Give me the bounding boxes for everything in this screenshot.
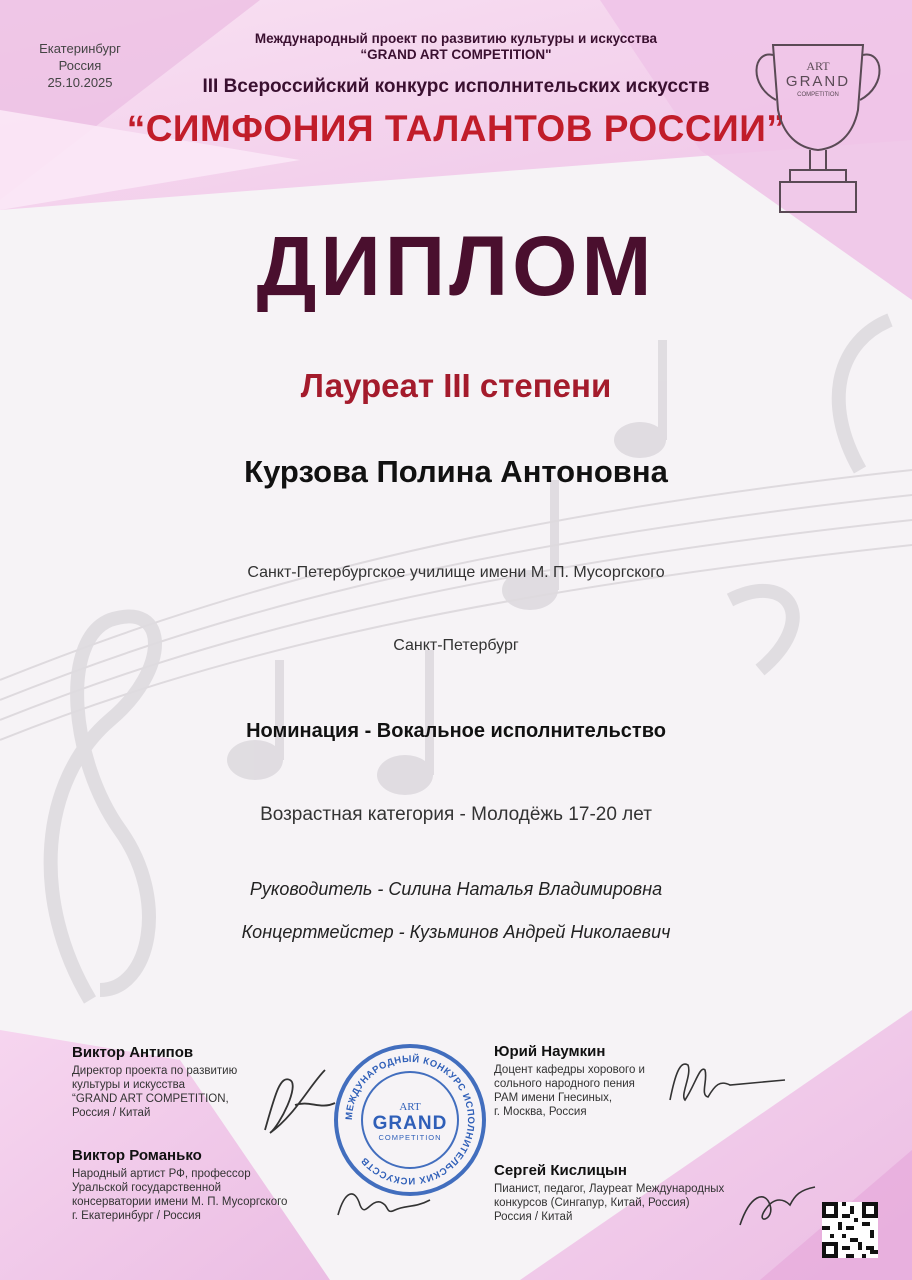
signature-block-romanko (72, 1147, 322, 1223)
stamp-word-competition: COMPETITION (378, 1133, 442, 1142)
signatory-title: Народный артист РФ, профессор Уральской государственной консерватории имени М. П. Мусоргского г. Екатеринбург / Россия (72, 1168, 288, 1222)
participant-city: Санкт-Петербург (393, 637, 519, 654)
award-level: Лауреат III степени (300, 367, 612, 404)
signatory-title: Пианист, педагог, Лауреат Международных конкурсов (Сингапур, Китай, Россия) Россия / Китай (494, 1183, 725, 1223)
trophy-logo (748, 30, 888, 220)
participant-name: Курзова Полина Антоновна (244, 454, 668, 489)
age-category: Возрастная категория - Молодёжь 17-20 лет (260, 804, 652, 825)
city: Екатеринбург (39, 41, 121, 56)
signatory-name: Виктор Антипов (72, 1044, 194, 1061)
diploma-title: ДИПЛОМ (256, 219, 656, 313)
signature-block-kislitsyn (494, 1162, 764, 1224)
signature-naumkin (660, 1045, 790, 1115)
nomination: Номинация - Вокальное исполнительство (246, 720, 666, 742)
signatory-name: Виктор Романько (72, 1147, 202, 1164)
school-name: Санкт-Петербургское училище имени М. П. Мусоргского (247, 564, 665, 581)
logo-word-art: ART (806, 59, 830, 73)
teacher: Руководитель - Силина Наталья Владимировна (249, 879, 663, 899)
logo-word-competition: COMPETITION (797, 92, 839, 98)
signatory-title: Доцент кафедры хорового и сольного народного пения РАМ имени Гнесиных, г. Москва, Россия (494, 1064, 645, 1118)
qr-code (822, 1202, 878, 1258)
round-stamp (330, 1040, 490, 1200)
signature-kislitsyn (730, 1175, 825, 1235)
signatory-title: Директор проекта по развитию культуры и искусства “GRAND ART COMPETITION, Россия / Китай (72, 1065, 238, 1119)
signatory-name: Сергей Кислицын (494, 1162, 627, 1179)
stamp-ring-text: МЕЖДУНАРОДНЫЙ КОНКУРС ИСПОЛНИТЕЛЬСКИХ ИСКУССТВ (343, 1053, 477, 1187)
organizer-line-2: “GRAND ART COMPETITION" (360, 47, 552, 62)
stamp-word-grand: GRAND (372, 1113, 448, 1134)
organizer-line-1: Международный проект по развитию культуры и искусства (254, 31, 658, 46)
contest-title: “СИМФОНИЯ ТАЛАНТОВ РОССИИ” (126, 108, 786, 149)
accompanist: Концертмейстер - Кузьминов Андрей Николаевич (241, 922, 671, 942)
contest-subtitle: III Всероссийский конкурс исполнительских искусств (202, 76, 710, 97)
signatory-name: Юрий Наумкин (494, 1043, 606, 1060)
country: Россия (58, 58, 102, 73)
date: 25.10.2025 (47, 75, 113, 90)
logo-word-grand: GRAND (785, 73, 851, 90)
stamp-word-art: ART (399, 1101, 421, 1113)
